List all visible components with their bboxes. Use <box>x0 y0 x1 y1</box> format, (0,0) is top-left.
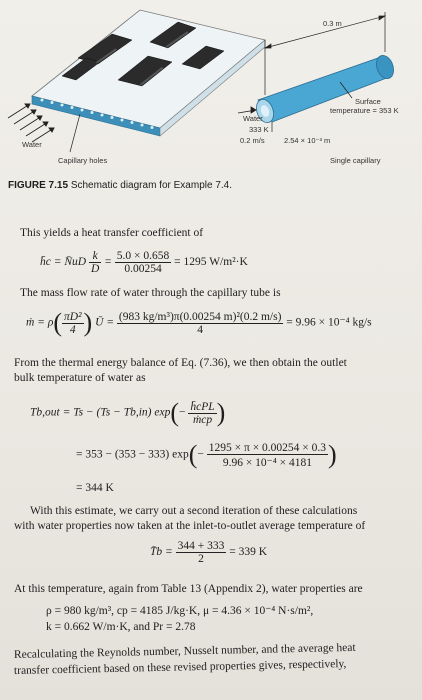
eq2-area-den: 4 <box>69 323 76 336</box>
eq4-fraction <box>207 442 328 469</box>
eq2-fraction <box>117 311 284 336</box>
inlet-water-label: Water <box>243 114 263 123</box>
equation-tbout: Tb,out = Ts − (Ts − Tb,in) exp(− $\frac{\text{h̄cPL}}{\text{ṁcp}}$ ) <box>30 398 226 427</box>
schematic-figure <box>0 0 422 178</box>
surface-label: Surface <box>355 97 381 106</box>
paragraph-4a: With this estimate, we carry out a second iteration of these calculations <box>30 505 358 517</box>
eq4-denominator: 9.96 × 10⁻⁴ × 4181 <box>222 456 312 469</box>
eq3-numerator: h̄cPL <box>190 400 215 413</box>
eq1-d: D <box>90 263 100 275</box>
eq2-denominator: 4 <box>197 323 204 336</box>
eq6-denominator: 2 <box>198 553 204 565</box>
eq2-numerator: (983 kg/m³)π(0.00254 m)²(0.2 m/s) <box>118 310 282 323</box>
eq2-u: Ū = <box>95 316 115 329</box>
eq4-lhs: = 353 − (353 − 333) exp <box>76 448 189 461</box>
eq6-numerator: 344 + 333 <box>177 540 225 552</box>
equation-result-344: = 344 K <box>76 482 114 494</box>
eq1-lhs: h̄c = N̄uD <box>40 256 87 269</box>
eq4-numerator: 1295 × π × 0.00254 × 0.3 <box>208 441 327 454</box>
eq1-k-over-d <box>89 250 101 275</box>
eq1-fraction <box>115 250 172 275</box>
surface-temp-label: temperature = 353 K <box>330 106 399 115</box>
eq1-denominator: 0.00254 <box>124 263 162 275</box>
eq2-area <box>62 311 84 336</box>
eq2-result: = 9.96 × 10⁻⁴ kg/s <box>286 316 372 329</box>
equation-tbout-numeric: = 353 − (353 − 333) exp(− $\frac{1295 \times \pi \times 0.00254 \times 0.3}{\text{9.96 × 10⁻⁴ × 4181}}$ ) <box>76 440 337 469</box>
capillary-pointer <box>70 114 80 152</box>
equation-tbar <box>150 540 267 565</box>
single-capillary-label: Single capillary <box>330 156 381 165</box>
eq6-fraction <box>176 540 227 565</box>
paragraph-2: The mass flow rate of water through the capillary tube is <box>20 287 281 299</box>
paragraph-1: This yields a heat transfer coefficient of <box>20 227 204 239</box>
equation-mdot: ṁ = ρ( $\frac{\text{πD²}}{4}$ ) Ū = $\frac{\text{(983 kg/m³)π(0.00254 m)²(0.2 m/s)}}{4}$ = 9.96 × 10⁻⁴ kg/s <box>26 308 372 337</box>
paragraph-3b: bulk temperature of water as <box>14 372 146 384</box>
capillary-holes-label: Capillary holes <box>58 156 108 165</box>
diameter-label: 2.54 × 10⁻³ m <box>284 136 331 145</box>
equation-h: h̄c = N̄uD $\frac{k}{D}$ = $\frac{5.0 \times 0.658}{0.00254}$ = 1295 W/m²·K <box>40 250 248 275</box>
paragraph-6b: transfer coefficient based on these revised properties gives, respectively, <box>13 658 347 677</box>
properties-line-1: ρ = 980 kg/m³, cp = 4185 J/kg·K, μ = 4.36 × 10⁻⁴ N·s/m², <box>46 605 314 617</box>
eq1-numerator: 5.0 × 0.658 <box>116 250 170 262</box>
inlet-velocity-label: 0.2 m/s <box>240 136 265 145</box>
eq6-lhs: T̄b = <box>150 546 173 559</box>
water-left-label: Water <box>22 140 42 149</box>
eq3-lhs: Tb,out = Ts − (Ts − Tb,in) exp <box>30 406 171 419</box>
paragraph-4b: with water properties now taken at the inlet-to-outlet average temperature of <box>14 520 366 532</box>
caption-label: FIGURE 7.15 <box>8 180 69 191</box>
eq2-lhs: ṁ = ρ <box>26 316 54 329</box>
eq6-result: = 339 K <box>229 546 268 559</box>
paragraph-5: At this temperature, again from Table 13 (Appendix 2), water properties are <box>14 583 363 595</box>
eq3-denominator: ṁcp <box>192 413 213 426</box>
eq2-area-num: πD² <box>64 310 82 323</box>
inlet-arrow <box>238 107 256 113</box>
properties-line-2: k = 0.662 W/m·K, and Pr = 2.78 <box>46 621 196 633</box>
eq1-result: = 1295 W/m²·K <box>174 256 248 269</box>
length-label: 0.3 m <box>323 19 342 28</box>
figure-caption <box>8 180 232 191</box>
paragraph-6a: Recalculating the Reynolds number, Nusselt number, and the average heat <box>13 641 356 661</box>
eq1-k: k <box>89 250 101 263</box>
eq3-fraction <box>188 401 216 426</box>
paragraph-3a: From the thermal energy balance of Eq. (7.36), we then obtain the outlet <box>14 357 347 369</box>
caption-text: Schematic diagram for Example 7.4. <box>70 180 232 191</box>
water-flow-arrows <box>8 104 54 142</box>
inlet-temp-label: 333 K <box>249 125 269 134</box>
